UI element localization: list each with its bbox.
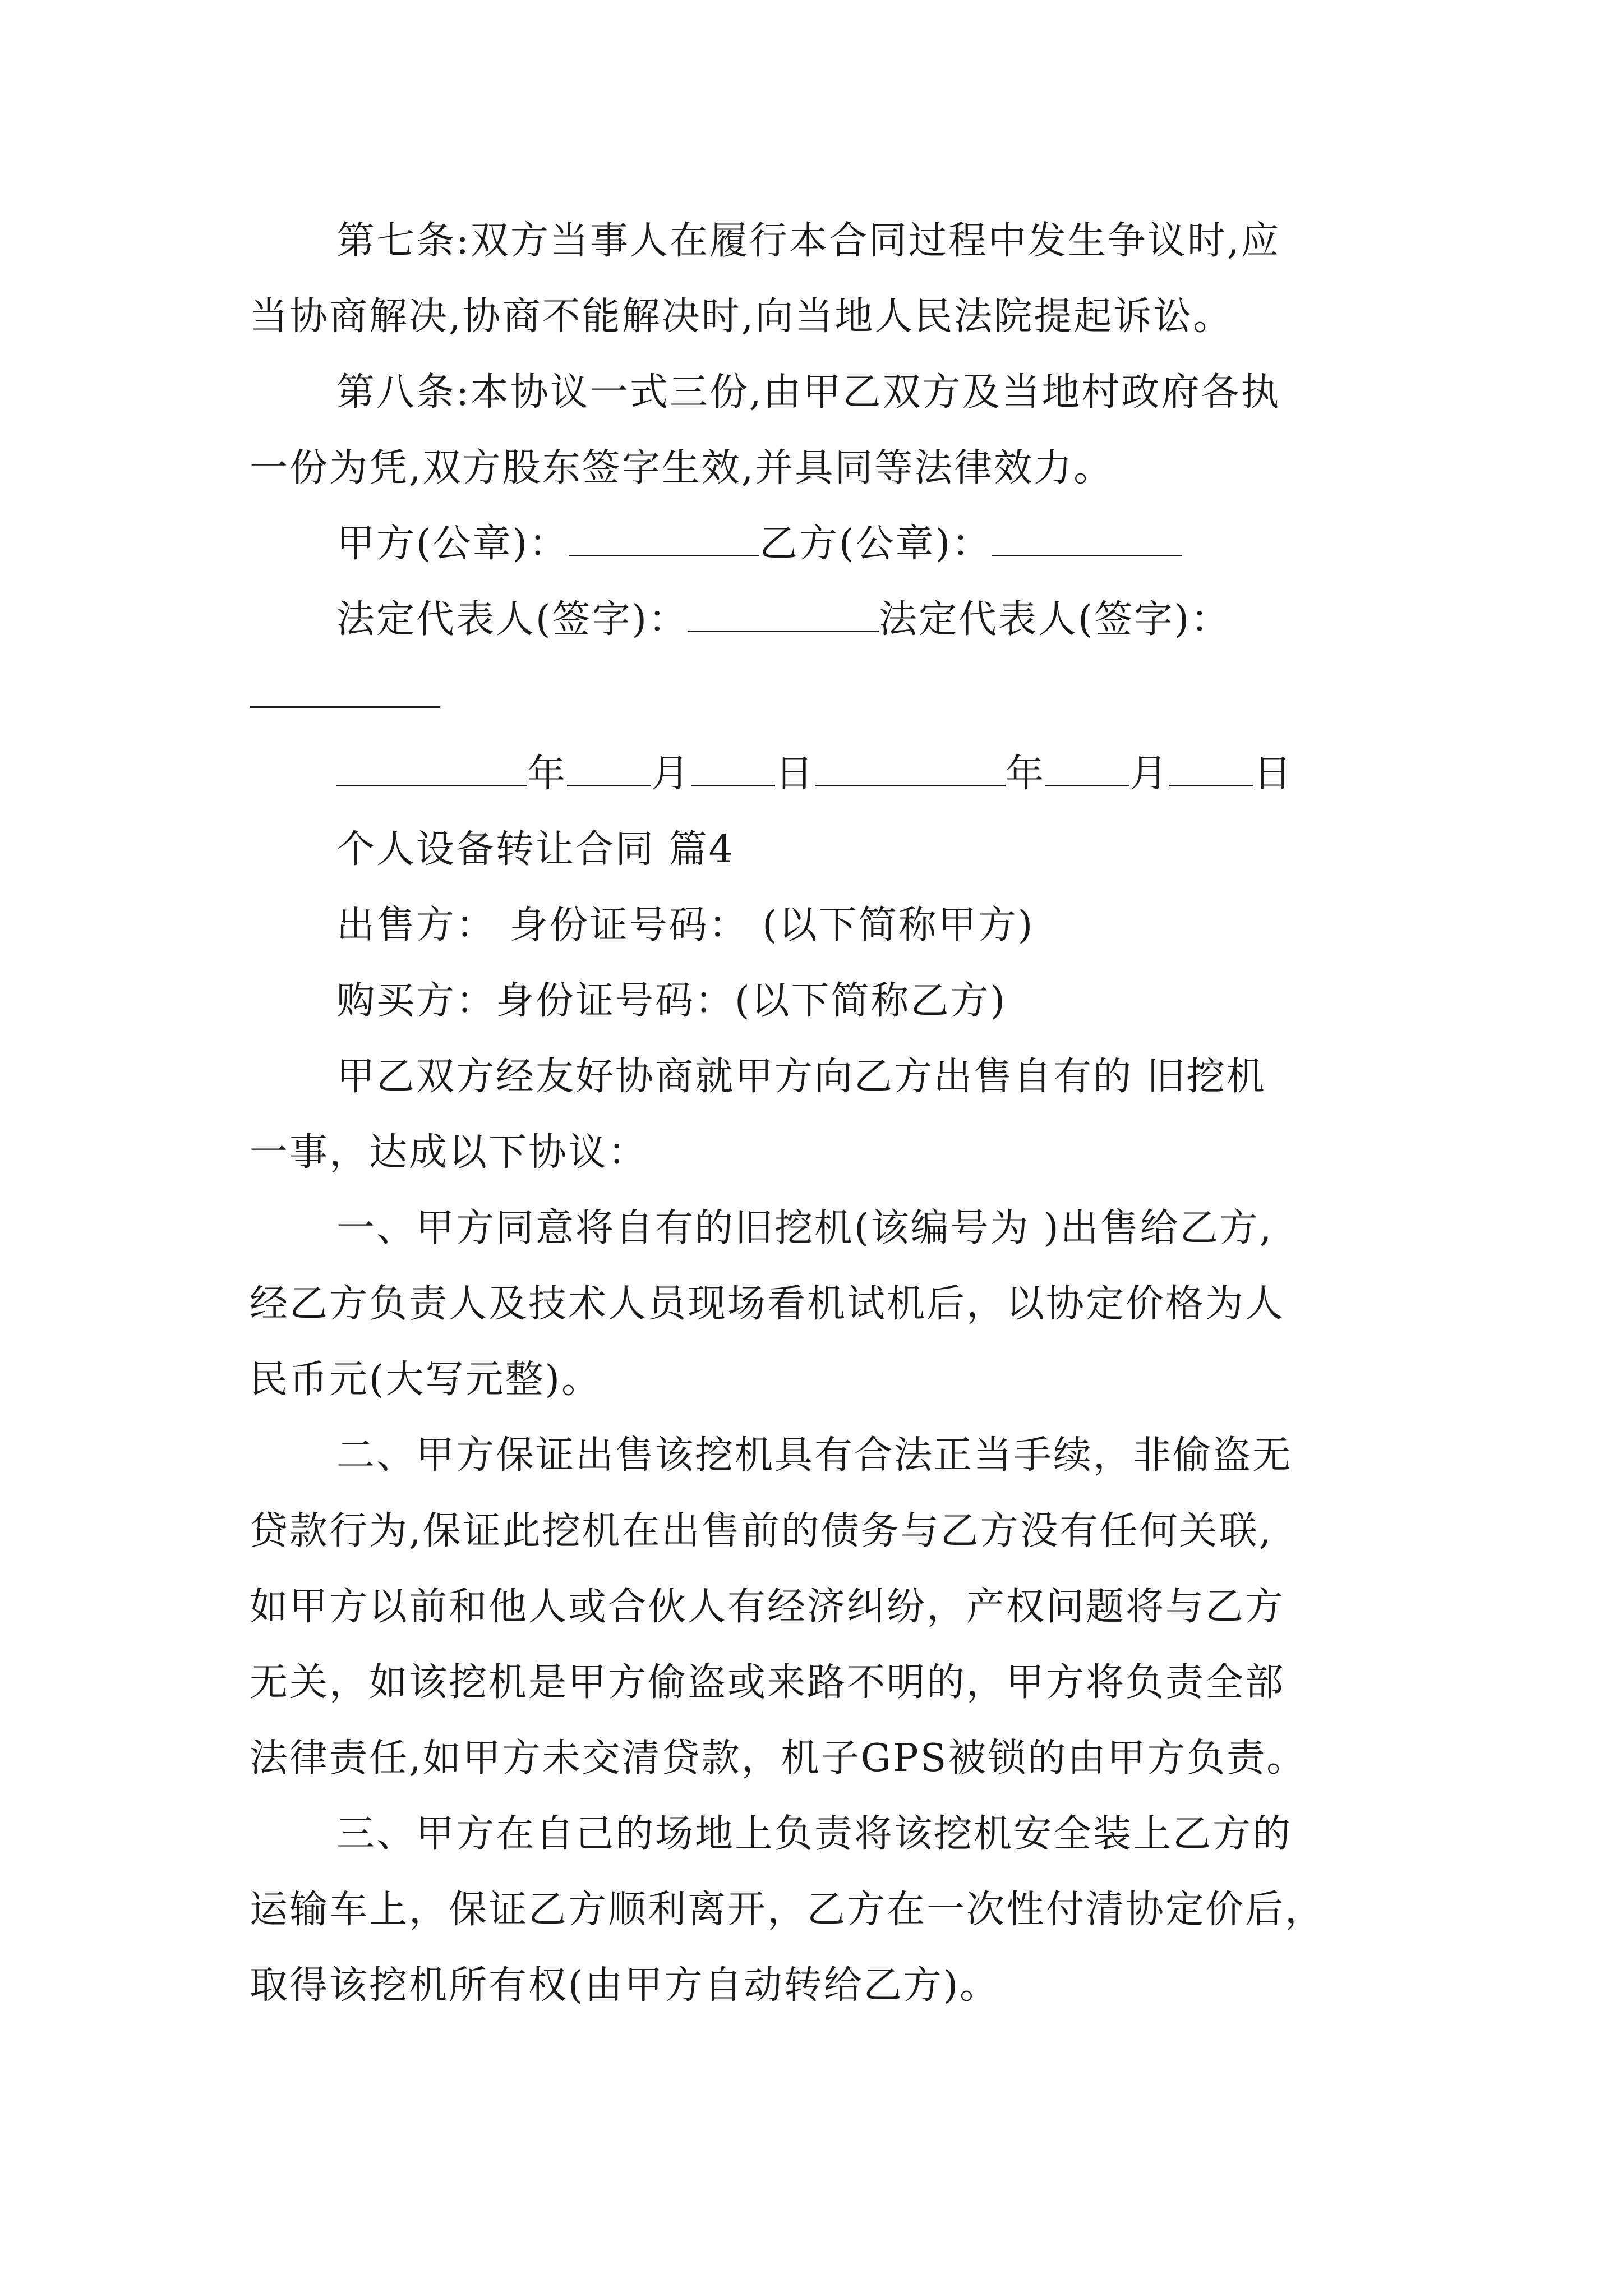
date-b-year: 年 <box>1006 752 1046 796</box>
date-b-day: 日 <box>1253 752 1294 796</box>
seal-line <box>336 519 1182 569</box>
clause-2-line-2: 贷款行为,保证此挖机在出售前的债务与乙方没有任何关联, <box>250 1509 1273 1553</box>
legal-rep-a-label: 法定代表人(签字)： <box>336 597 689 642</box>
clause-2-line-5: 法律责任,如甲方未交清贷款，机子GPS被锁的由甲方负责。 <box>250 1736 1307 1780</box>
legal-rep-line <box>336 595 1230 645</box>
date-a-day: 日 <box>775 752 815 796</box>
party-b-seal-label: 乙方(公章)： <box>759 522 992 566</box>
date-b-month-blank <box>1045 750 1129 786</box>
article-7-line-2: 当协商解决,协商不能解决时,向当地人民法院提起诉讼。 <box>250 295 1233 339</box>
intro-line-1: 甲乙双方经友好协商就甲方向乙方出售自有的 旧挖机 <box>336 1055 1266 1099</box>
date-a-year-blank <box>336 750 527 786</box>
legal-rep-a-blank <box>688 596 879 632</box>
date-a-day-blank <box>691 750 775 786</box>
date-line <box>336 749 1293 799</box>
buyer-line: 购买方：身份证号码：(以下简称乙方) <box>336 979 1007 1023</box>
legal-rep-b-blank <box>250 671 440 708</box>
intro-line-2: 一事，达成以下协议： <box>250 1130 648 1175</box>
section-title: 个人设备转让合同 篇4 <box>336 827 735 872</box>
date-b-month: 月 <box>1129 752 1170 796</box>
article-8-line-2: 一份为凭,双方股东签字生效,并具同等法律效力。 <box>250 446 1114 490</box>
date-a-year: 年 <box>527 752 568 796</box>
date-b-day-blank <box>1169 750 1253 786</box>
clause-3-line-2: 运输车上，保证乙方顺利离开，乙方在一次性付清协定价后， <box>250 1888 1325 1932</box>
clause-3-line-1: 三、甲方在自己的场地上负责将该挖机安全装上乙方的 <box>336 1812 1293 1856</box>
clause-1-line-1: 一、甲方同意将自有的旧挖机(该编号为 )出售给乙方, <box>336 1206 1274 1250</box>
clause-2-line-4: 无关，如该挖机是甲方偷盗或来路不明的，甲方将负责全部 <box>250 1660 1285 1705</box>
party-b-seal-blank <box>992 520 1182 556</box>
date-a-month: 月 <box>651 752 691 796</box>
clause-1-line-2: 经乙方负责人及技术人员现场看机试机后，以协定价格为人 <box>250 1282 1285 1326</box>
legal-rep-b-blank-line <box>250 670 440 721</box>
legal-rep-b-label: 法定代表人(签字)： <box>879 597 1231 642</box>
date-a-month-blank <box>567 750 651 786</box>
article-8-line-1: 第八条:本协议一式三份,由甲乙双方及当地村政府各执 <box>336 370 1281 415</box>
clause-2-line-1: 二、甲方保证出售该挖机具有合法正当手续，非偷盗无 <box>336 1433 1293 1478</box>
date-b-year-blank <box>815 750 1006 786</box>
party-a-seal-label: 甲方(公章)： <box>336 522 569 566</box>
article-7-line-1: 第七条:双方当事人在履行本合同过程中发生争议时,应 <box>336 219 1281 263</box>
seller-line: 出售方： 身份证号码： (以下简称甲方) <box>336 903 1035 947</box>
party-a-seal-blank <box>569 520 759 556</box>
clause-2-line-3: 如甲方以前和他人或合伙人有经济纠纷，产权问题将与乙方 <box>250 1585 1285 1629</box>
clause-3-line-3: 取得该挖机所有权(由甲方自动转给乙方)。 <box>250 1963 1000 2008</box>
clause-1-line-3: 民币元(大写元整)。 <box>250 1358 602 1402</box>
